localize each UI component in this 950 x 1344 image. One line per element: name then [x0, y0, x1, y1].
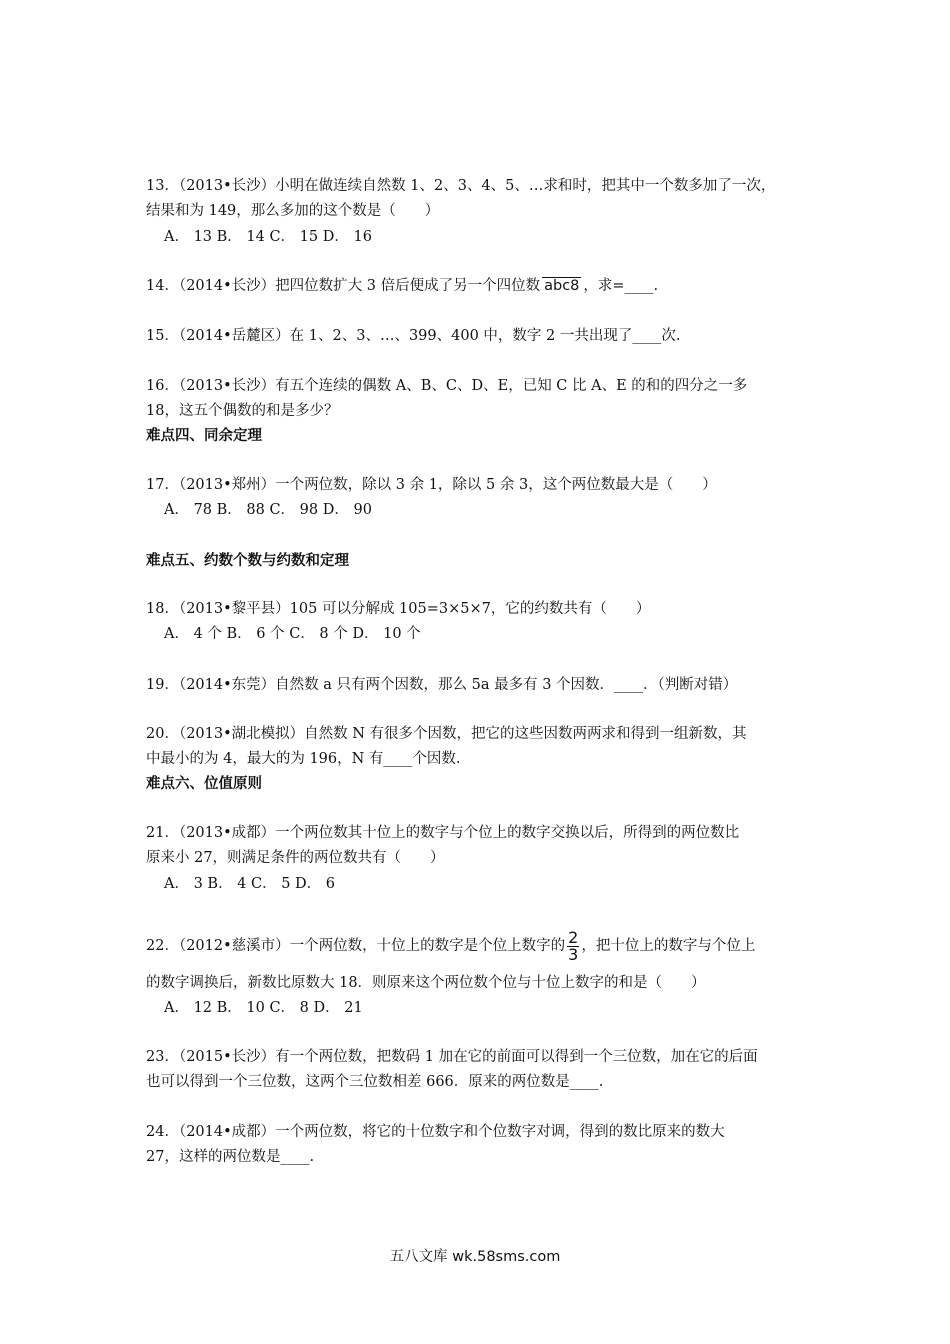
section-heading-6: 难点六、位值原则 [146, 775, 262, 792]
question-13-options: A． 13 B． 14 C． 15 D． 16 [164, 229, 372, 245]
question-20-line-1: 20．（2013•湖北模拟）自然数 N 有很多个因数，把它的这些因数两两求和得到一组新数，其 [146, 726, 747, 742]
question-24-line-2: 27，这样的两位数是____. [146, 1149, 315, 1165]
section-heading-4: 难点四、同余定理 [146, 427, 262, 444]
question-24-line-1: 24．（2014•成都）一个两位数，将它的十位数字和个位数字对调，得到的数比原来的数大 [146, 1124, 725, 1140]
question-20-line-2: 中最小的为 4，最大的为 196，N 有____个因数. [146, 751, 461, 767]
question-14-text-after: ，求=____. [583, 278, 659, 294]
question-17-options: A． 78 B． 88 C． 98 D． 90 [164, 502, 372, 518]
question-21-line-2: 原来小 27，则满足条件的两位数共有（ ） [146, 850, 445, 866]
section-heading-5: 难点五、约数个数与约数和定理 [146, 552, 349, 569]
fraction-numerator: 2 [568, 927, 579, 947]
question-16-line-1: 16．（2013•长沙）有五个连续的偶数 A、B、C、D、E，已知 C 比 A、E 的和的四分之一多 [146, 378, 748, 394]
question-13-line-2: 结果和为 149，那么多加的这个数是（ ） [146, 203, 440, 219]
question-22-line-2: 的数字调换后，新数比原数大 18．则原来这个两位数个位与十位上数字的和是（ ） [146, 975, 706, 991]
question-23-line-2: 也可以得到一个三位数，这两个三位数相差 666．原来的两位数是____. [146, 1074, 604, 1090]
question-22-options: A． 12 B． 10 C． 8 D． 21 [164, 1000, 363, 1016]
question-22-line-1 [146, 929, 755, 963]
question-21-line-1: 21．（2013•成都）一个两位数其十位上的数字与个位上的数字交换以后，所得到的两位数比 [146, 825, 740, 841]
question-18-line-1: 18．（2013•黎平县）105 可以分解成 105=3×5×7，它的约数共有（ ） [146, 601, 651, 617]
fraction-denominator: 3 [568, 944, 579, 964]
question-18-options: A． 4 个 B． 6 个 C． 8 个 D． 10 个 [164, 626, 421, 642]
question-14-text-before: 14．（2014•长沙）把四位数扩大 3 倍后便成了另一个四位数 [146, 278, 541, 294]
overline-number-abc8: abc8 [544, 278, 580, 294]
question-15: 15．（2014•岳麓区）在 1、2、3、…、399、400 中，数字 2 一共出现了____次. [146, 328, 681, 344]
question-14 [146, 276, 658, 296]
question-22-text-before: 22．（2012•慈溪市）一个两位数，十位上的数字是个位上数字的 [146, 938, 566, 954]
question-22-text-after: ，把十位上的数字与个位上 [581, 938, 756, 954]
question-23-line-1: 23．（2015•长沙）有一个两位数，把数码 1 加在它的前面可以得到一个三位数，加在它的后面 [146, 1049, 758, 1065]
fraction-two-thirds [567, 927, 579, 964]
question-21-options: A． 3 B． 4 C． 5 D． 6 [164, 876, 336, 892]
question-19: 19．（2014•东莞）自然数 a 只有两个因数，那么 5a 最多有 3 个因数．____．（判断对错） [146, 677, 738, 693]
footer-watermark: 五八文库 wk.58sms.com [389, 1249, 561, 1265]
question-17-line-1: 17．（2013•郑州）一个两位数，除以 3 余 1，除以 5 余 3，这个两位数最大是（ ） [146, 477, 717, 493]
question-13-line-1: 13．（2013•长沙）小明在做连续自然数 1、2、3、4、5、…求和时，把其中一个数多加了一次， [146, 178, 776, 194]
question-16-line-2: 18，这五个偶数的和是多少？ [146, 403, 339, 419]
